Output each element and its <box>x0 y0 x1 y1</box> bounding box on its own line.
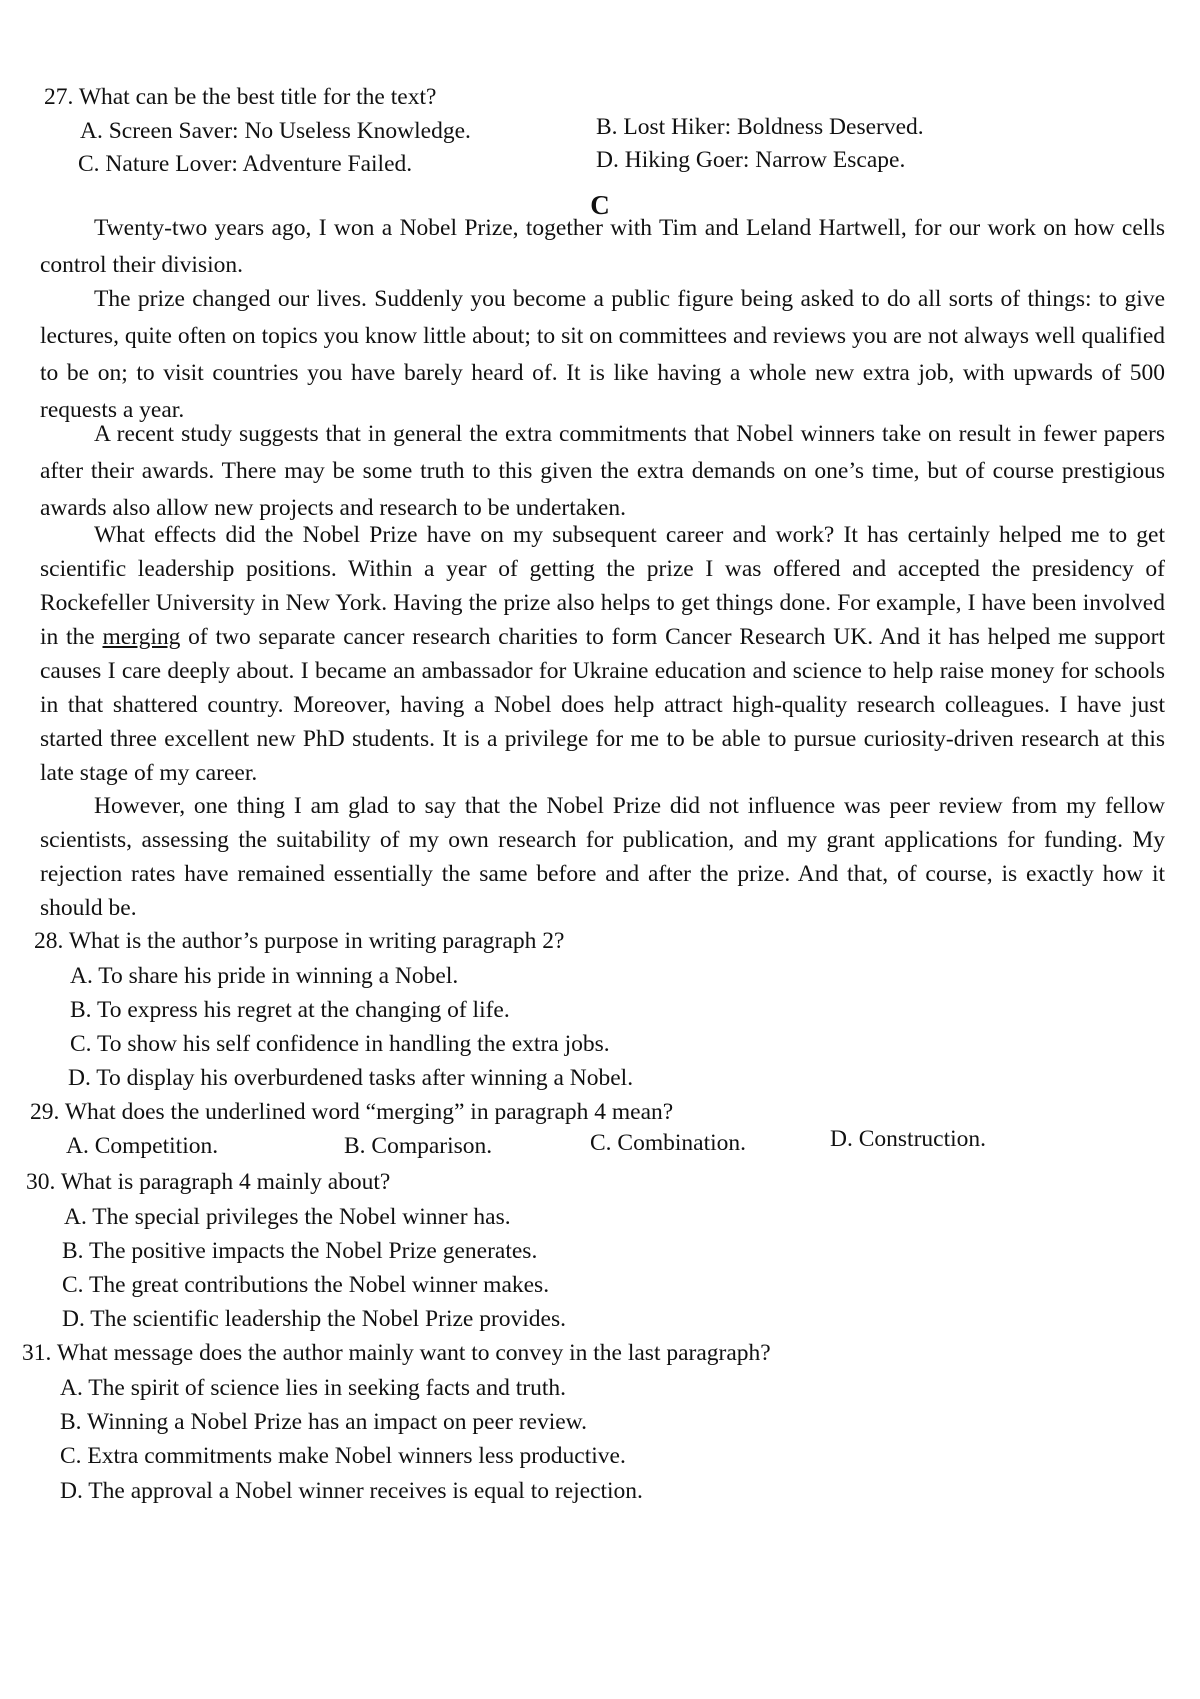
question-29-option-d: D. Construction. <box>830 1126 987 1152</box>
paragraph-4-text-start: What effects did the Nobel Prize have on my subsequent career and work? It has certainly helped me to get scientific leadership positions. Within a year of getting the prize I was offered and accepted the presidency of Rockefeller University in New York. Having the prize also helps to get things done. For example, I have been involved in the <box>40 522 1165 650</box>
question-31-stem: 31. What message does the author mainly want to convey in the last paragraph? <box>22 1340 771 1366</box>
question-31-option-b: B. Winning a Nobel Prize has an impact on peer review. <box>60 1409 587 1435</box>
question-30-option-d: D. The scientific leadership the Nobel Prize provides. <box>62 1306 567 1332</box>
question-30-option-a: A. The special privileges the Nobel winner has. <box>64 1204 511 1230</box>
section-letter: C <box>590 190 610 220</box>
question-29-option-c: C. Combination. <box>590 1130 747 1156</box>
question-28-option-b: B. To express his regret at the changing of life. <box>70 997 510 1023</box>
question-27-option-c: C. Nature Lover: Adventure Failed. <box>78 151 413 177</box>
question-31-option-a: A. The spirit of science lies in seeking facts and truth. <box>60 1375 566 1401</box>
passage-paragraph-5: However, one thing I am glad to say that the Nobel Prize did not influence was peer review from my fellow scientists, assessing the suitability of my own research for publication, and my grant applications for funding. My rejection rates have remained essentially the same before and after the prize. And that, of course, is exactly how it should be. <box>40 793 1165 921</box>
question-31-option-d: D. The approval a Nobel winner receives is equal to rejection. <box>60 1478 643 1504</box>
question-28-option-d: D. To display his overburdened tasks after winning a Nobel. <box>68 1065 634 1091</box>
question-28-stem: 28. What is the author’s purpose in writing paragraph 2? <box>34 928 565 954</box>
question-27-option-a: A. Screen Saver: No Useless Knowledge. <box>80 118 471 144</box>
question-31-option-c: C. Extra commitments make Nobel winners less productive. <box>60 1443 626 1469</box>
question-30-stem: 30. What is paragraph 4 mainly about? <box>26 1169 391 1195</box>
question-29-option-a: A. Competition. <box>66 1133 219 1159</box>
underlined-word: merging <box>102 624 181 650</box>
passage-paragraph-3: A recent study suggests that in general the extra commitments that Nobel winners take on result in fewer papers after their awards. There may be some truth to this given the extra demands on one’s time, but of course prestigious awards also allow new projects and research to be undertaken. <box>40 421 1165 521</box>
passage-paragraph-2: The prize changed our lives. Suddenly you become a public figure being asked to do all sorts of things: to give lectures, quite often on topics you know little about; to sit on committees and reviews you are not always well qualified to be on; to visit countries you have barely heard of. It is like having a whole new extra job, with upwards of 500 requests a year. <box>40 286 1165 423</box>
passage-paragraph-4 <box>40 518 1165 790</box>
question-27-stem: 27. What can be the best title for the text? <box>44 84 437 110</box>
question-27-option-d: D. Hiking Goer: Narrow Escape. <box>596 147 906 173</box>
question-28-option-a: A. To share his pride in winning a Nobel. <box>70 963 459 989</box>
question-29-option-b: B. Comparison. <box>344 1133 493 1159</box>
question-29-stem: 29. What does the underlined word “merging” in paragraph 4 mean? <box>30 1099 674 1125</box>
question-27-option-b: B. Lost Hiker: Boldness Deserved. <box>596 114 924 140</box>
question-30-option-c: C. The great contributions the Nobel winner makes. <box>62 1272 550 1298</box>
passage-paragraph-1: Twenty-two years ago, I won a Nobel Prize, together with Tim and Leland Hartwell, for our work on how cells control their division. <box>40 215 1165 278</box>
question-30-option-b: B. The positive impacts the Nobel Prize generates. <box>62 1238 538 1264</box>
paragraph-4-text-end: of two separate cancer research charities to form Cancer Research UK. And it has helped me support causes I care deeply about. I became an ambassador for Ukraine education and science to help raise money for schools in that shattered country. Moreover, having a Nobel does help attract high-quality research colleagues. I have just started three excellent new PhD students. It is a privilege for me to be able to pursue curiosity-driven research at this late stage of my career. <box>40 624 1165 786</box>
question-28-option-c: C. To show his self confidence in handling the extra jobs. <box>70 1031 610 1057</box>
